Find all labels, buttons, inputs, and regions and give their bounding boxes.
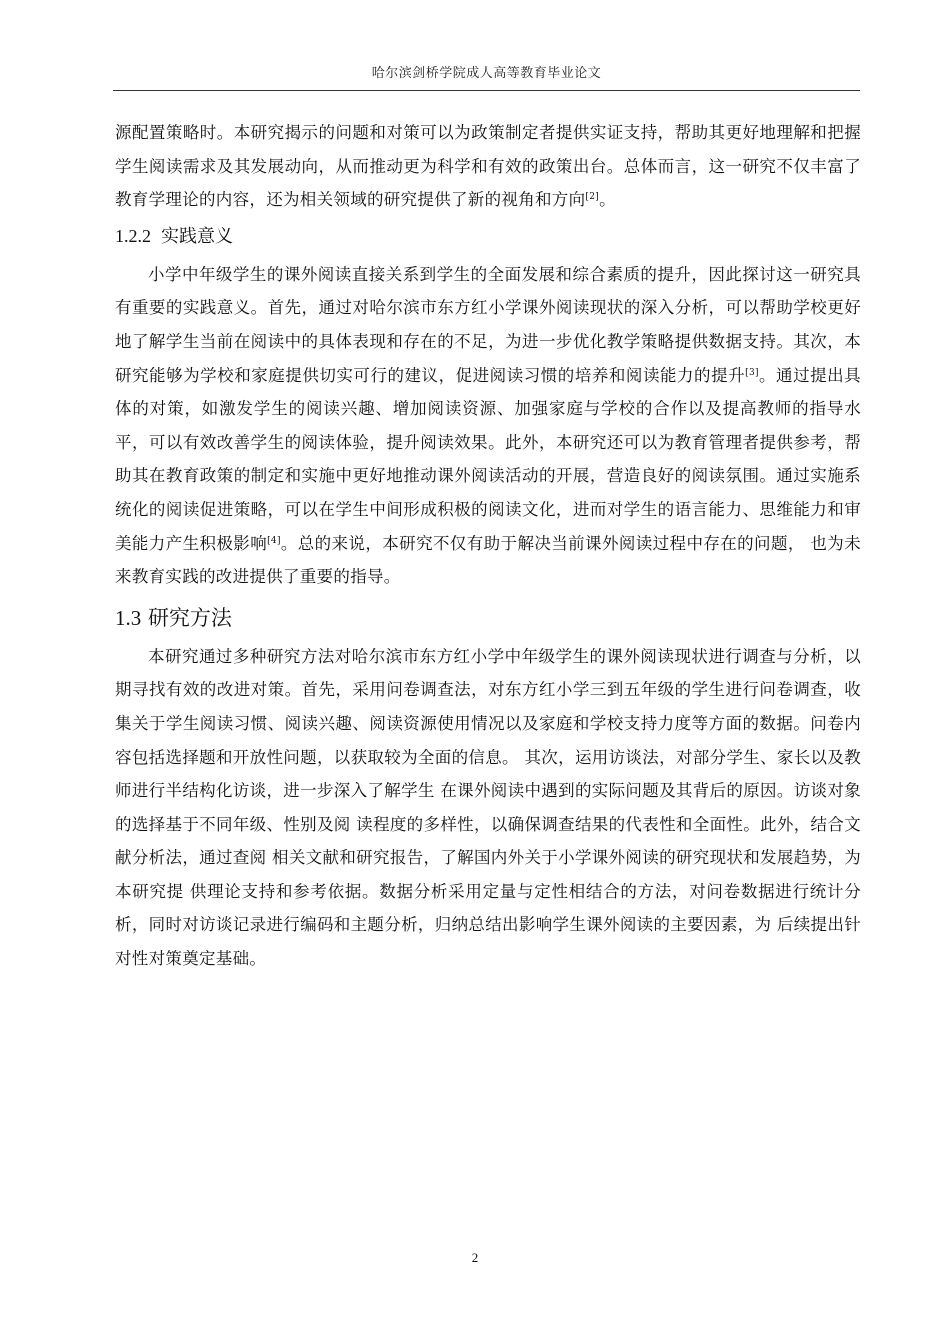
document-body xyxy=(115,116,861,976)
paragraph-practical-significance xyxy=(115,258,861,594)
citation: [2] xyxy=(585,192,600,203)
page-number: 2 xyxy=(471,1250,479,1265)
page-header: 哈尔滨剑桥学院成人高等教育毕业论文 xyxy=(371,66,602,81)
section-number: 1.3 xyxy=(115,605,142,630)
section-title: 研究方法 xyxy=(147,605,232,630)
section-heading-1-2-2 xyxy=(115,217,861,256)
paragraph-text: 本研究通过多种研究方法对哈尔滨市东方红小学中年级学生的课外阅读现状进行调查与分析，以期寻找有效的改进对策。首先，采用问卷调查法，对东方红小学三到五年级的学生进行问卷调查，收集关于学生阅读习惯、阅读兴趣、阅读资源使用情况以及家庭和学校支持力度等方面的数据。问卷内容包括选择题和开放性问题，以获取较为全面的信息。 其次，运用访谈法，对部分学生、家长以及教师进行半结构化访谈，进一步深入了解学生 在课外阅读中遇到的实际问题及其背后的原因。访谈对象的选择基于不同年级、性别及阅 读程度的多样性，以确保调查结果的代表性和全面性。此外，结合文献分析法，通过查阅 相关文献和研究报告，了解国内外关于小学课外阅读的研究现状和发展趋势，为本研究提 供理论支持和参考依据。数据分析采用定量与定性相结合的方法，对问卷数据进行统计分 析，同时对访谈记录进行编码和主题分析，归纳总结出影响学生课外阅读的主要因素，为 后续提出针对性对策奠定基础。 xyxy=(115,646,861,969)
paragraph-text: 。总的来说，本研究不仅有助于解决当前课外阅读过程中存在的问题， 也为未来教育实践的改进提供了重要的指导。 xyxy=(115,533,862,587)
paragraph-text: 。 xyxy=(599,190,616,210)
paragraph-research-methods xyxy=(115,640,861,976)
citation: [3] xyxy=(745,367,759,378)
section-number: 1.2.2 xyxy=(115,225,151,246)
paragraph-text: 小学中年级学生的课外阅读直接关系到学生的全面发展和综合素质的提升，因此探讨这一研究具有重要的实践意义。首先，通过对哈尔滨市东方红小学课外阅读现状的深入分析，可以帮助学校更好地了解学生当前在阅读中的具体表现和存在的不足，为进一步优化教学策略提供数据支持。其次，本研究能够为学校和家庭提供切实可行的建议，促进阅读习惯的培养和阅读能力的提升 xyxy=(115,264,861,385)
paragraph-continuation xyxy=(115,116,861,217)
section-heading-1-3 xyxy=(115,594,861,640)
section-title: 实践意义 xyxy=(161,225,233,247)
citation: [4] xyxy=(267,535,281,546)
paragraph-text: 。通过提出具体的对策，如激发学生的阅读兴趣、增加阅读资源、加强家庭与学校的合作以及提高教师的指导水平，可以有效改善学生的阅读体验，提升阅读效果。此外，本研究还可以为教育管理者提供参考，帮助其在教育政策的制定和实施中更好地推动课外阅读活动的开展，营造良好的阅读氛围。通过实施系统化的阅读促进策略，可以在学生中间形成积极的阅读文化，进而对学生的语言能力、思维能力和审美能力产生积极影响 xyxy=(115,365,861,553)
paragraph-text: 源配置策略时。本研究揭示的问题和对策可以为政策制定者提供实证支持，帮助其更好地理解和把握学生阅读需求及其发展动向，从而推动更为科学和有效的政策出台。总体而言，这一研究不仅丰富了教育学理论的内容，还为相关领域的研究提供了新的视角和方向 xyxy=(115,123,861,210)
header-divider xyxy=(113,90,860,91)
